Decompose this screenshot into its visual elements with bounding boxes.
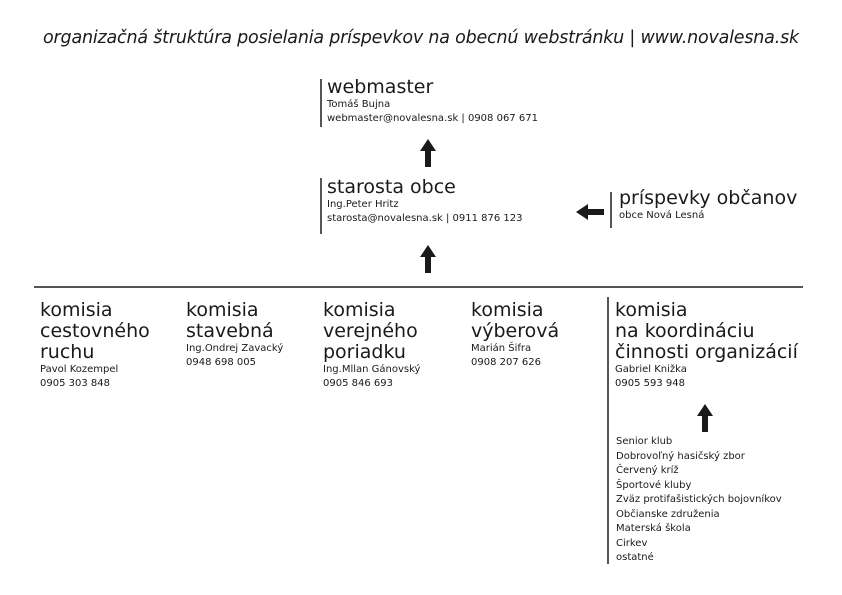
up-arrow-icon [420,139,436,167]
committee-heading-line: verejného [323,320,418,342]
webmaster-block [327,77,538,126]
up-arrow-icon [697,404,713,432]
list-item: Senior klub [616,436,673,447]
webmaster-heading: webmaster [327,76,434,98]
list-item: Občianske združenia [616,508,720,520]
mayor-contact: starosta@novalesna.sk | 0911 876 123 [327,213,523,224]
list-item: Dobrovoľný hasičský zbor [616,450,745,462]
committee-member-name: Marián Šifra [471,343,532,354]
committee-heading-line: komisia [615,299,688,321]
webmaster-divider [320,79,322,127]
committee-selection [471,300,559,370]
left-arrow-icon [576,204,604,220]
committee-member-phone: 0948 698 005 [186,357,256,368]
citizens-heading: príspevky občanov [619,187,798,209]
mayor-name: Ing.Peter Hritz [327,199,399,210]
committee-heading-line: výberová [471,320,560,342]
committee-member-phone: 0908 207 626 [471,357,541,368]
mayor-divider [320,178,322,234]
committee-member-name: Gabriel Knižka [615,364,687,375]
list-item: Zväz protifašistických bojovníkov [616,494,782,505]
committee-member-name: Pavol Kozempel [40,364,119,375]
committee-public-order [323,300,420,391]
diagram-title: organizačná štruktúra posielania príspevkov na obecnú webstránku | www.novalesna.sk [43,28,799,48]
coordination-divider [607,297,609,564]
committee-heading-line: stavebná [186,320,274,342]
citizens-sub: obce Nová Lesná [619,210,705,221]
committee-member-phone: 0905 593 948 [615,378,685,389]
mayor-block [327,177,523,226]
list-item: Športové kluby [616,479,692,491]
up-arrow-icon [420,245,436,273]
list-item: ostatné [616,552,654,563]
committee-tourism [40,300,150,391]
committee-heading-line: činnosti organizácií [615,341,798,363]
committees-divider-line [34,286,803,288]
committee-heading-line: komisia [471,299,544,321]
committee-member-phone: 0905 303 848 [40,378,110,389]
committee-heading-line: komisia [186,299,259,321]
committee-member-name: Ing.Ondrej Zavacký [186,343,284,354]
list-item: Červený kríž [616,465,679,476]
committee-construction [186,300,283,370]
mayor-heading: starosta obce [327,176,456,198]
committee-heading-line: na koordináciu [615,320,755,342]
committee-coordination [615,300,798,391]
organizations-list [616,435,782,566]
webmaster-contact: webmaster@novalesna.sk | 0908 067 671 [327,113,538,124]
committee-heading-line: komisia [40,299,113,321]
committee-member-name: Ing.Mllan Gánovský [323,364,421,375]
citizens-divider [610,192,612,228]
webmaster-name: Tomáš Bujna [327,99,391,110]
committee-heading-line: ruchu [40,341,95,363]
citizens-block [619,188,797,223]
committee-member-phone: 0905 846 693 [323,378,393,389]
list-item: Cirkev [616,537,648,549]
committee-heading-line: cestovného [40,320,150,342]
committee-heading-line: poriadku [323,341,406,363]
list-item: Materská škola [616,523,691,534]
committee-heading-line: komisia [323,299,396,321]
